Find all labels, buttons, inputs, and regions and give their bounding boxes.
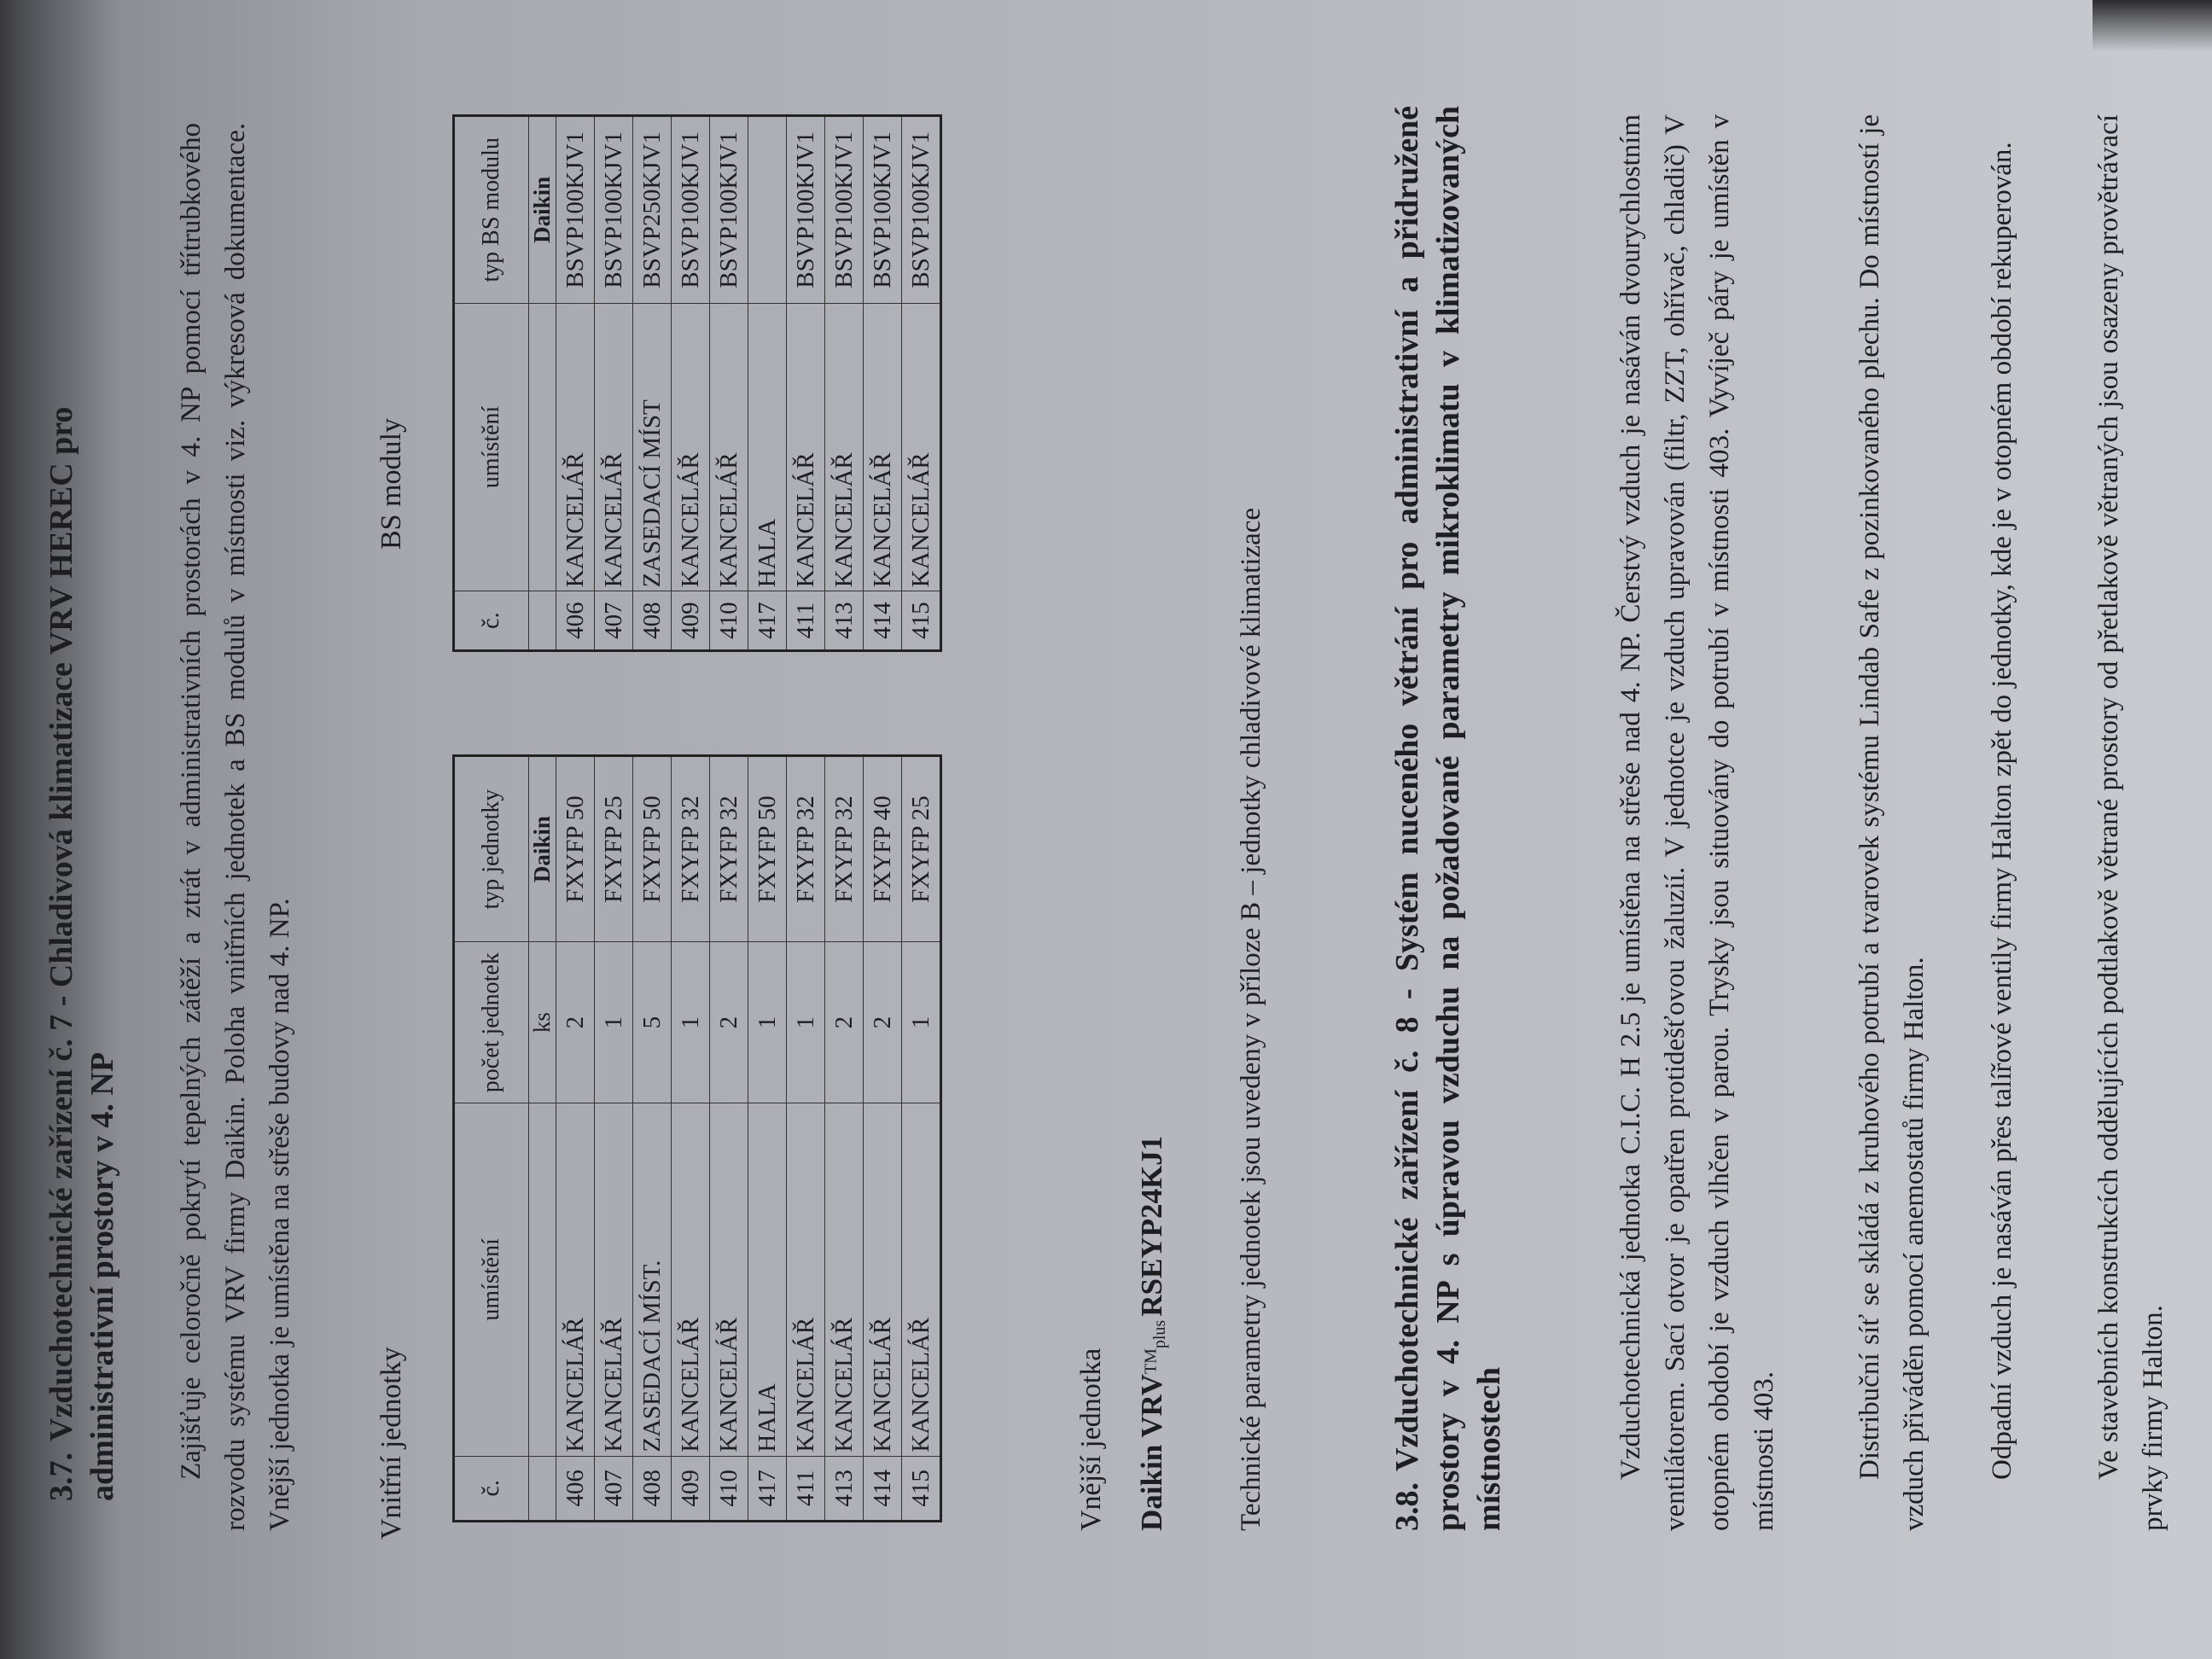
section-38-heading <box>1387 106 1510 1531</box>
section-38-paragraph: Distribuční síť se skládá z kruhového potrubí a tvarovek systému Lindab Safe z pozinkovaného plechu. Do místností je vzduch přiváděn pomocí anemostatů firmy Halton. <box>1854 114 1930 1531</box>
section-38-paragraph-3-block <box>1980 114 2024 1531</box>
cell-count: 2 <box>556 942 595 1103</box>
product-sub: plus <box>1150 1319 1170 1349</box>
cell-number: 408 <box>633 1456 672 1521</box>
cell-location: KANCELÁŘ <box>902 1103 941 1457</box>
cell-type <box>748 116 787 304</box>
cell-type: FXYFP 25 <box>595 756 633 942</box>
col-header-location: umístění <box>454 1103 529 1457</box>
unit-cell <box>529 303 556 591</box>
table-row <box>595 116 633 651</box>
cell-location: ZASEDACÍ MÍST. <box>633 1103 672 1457</box>
section-37-paragraph-block <box>169 123 302 1531</box>
bs-modules-label: BS moduly <box>375 418 407 550</box>
cell-type: FXYFP 25 <box>902 756 941 942</box>
cell-location: KANCELÁŘ <box>556 1103 595 1457</box>
col-header-location: umístění <box>454 303 529 591</box>
cell-location: KANCELÁŘ <box>556 303 595 591</box>
bs-modules-table <box>452 114 942 652</box>
cell-number: 415 <box>902 1456 941 1521</box>
product-model: RSEYP24KJ1 <box>1135 1135 1168 1317</box>
section-37-paragraph: Zajišťuje celoročně pokrytí tepelných zátěží a ztrát v administrativních prostorách v 4. NP pomocí třítrubkového rozvodu systému VRV firmy Daikin. Poloha vnitřních jednotek a BS modulů v místnosti viz. výkresová dokumentace. Vnější jednotka je umístěna na střeše budovy nad 4. NP. <box>176 123 295 1531</box>
cell-count: 1 <box>672 942 710 1103</box>
unit-cell: Daikin <box>529 756 556 942</box>
section-38-title: Vzduchotechnické zařízení č. 8 - Systém nuceného větrání pro administrativní a přidružené prostory v 4. NP s úpravou vzduchu na požadované parametry mikroklimatu v klimatizovaných místnostech <box>1389 106 1507 1531</box>
cell-location: KANCELÁŘ <box>710 1103 748 1457</box>
section-38-paragraph-2-block <box>1848 114 1936 1531</box>
cell-number: 410 <box>710 591 748 651</box>
table-row <box>556 116 595 651</box>
col-header-type: typ BS modulu <box>454 116 529 304</box>
outdoor-unit-paragraph-block <box>1229 379 1273 1531</box>
product-prefix: Daikin VRV <box>1135 1374 1168 1531</box>
col-header-number: č. <box>454 591 529 651</box>
table-row <box>748 756 787 1522</box>
table-row <box>825 116 864 651</box>
product-sup: TM <box>1141 1348 1161 1375</box>
cell-number: 414 <box>864 591 902 651</box>
cell-location: ZASEDACÍ MÍST <box>633 303 672 591</box>
cell-location: HALA <box>748 303 787 591</box>
cell-location: HALA <box>748 1103 787 1457</box>
unit-cell <box>529 591 556 651</box>
cell-location: KANCELÁŘ <box>672 1103 710 1457</box>
cell-count: 2 <box>864 942 902 1103</box>
cell-type: FXYFP 32 <box>787 756 825 942</box>
cell-type: BSVP100KJV1 <box>864 116 902 304</box>
section-37-title: Vzduchotechnické zařízení č. 7 - Chladivová klimatizace VRV HEREC pro administrativní prostory v 4. NP <box>44 406 120 1501</box>
cell-number: 413 <box>825 1456 864 1521</box>
table-row <box>633 756 672 1522</box>
cell-location: KANCELÁŘ <box>710 303 748 591</box>
cell-type: FXYFP 32 <box>710 756 748 942</box>
table-row <box>864 756 902 1522</box>
cell-number: 414 <box>864 1456 902 1521</box>
indoor-units-label: Vnitřní jednotky <box>375 1347 407 1540</box>
cell-number: 417 <box>748 1456 787 1521</box>
cell-count: 5 <box>633 942 672 1103</box>
col-header-type: typ jednotky <box>454 756 529 942</box>
cell-type: BSVP100KJV1 <box>710 116 748 304</box>
cell-location: KANCELÁŘ <box>672 303 710 591</box>
table-row <box>902 116 941 651</box>
cell-location: KANCELÁŘ <box>595 1103 633 1457</box>
cell-number: 411 <box>787 591 825 651</box>
outdoor-unit-label: Vnější jednotka <box>1075 1348 1107 1531</box>
cell-count: 2 <box>710 942 748 1103</box>
table-row <box>633 116 672 651</box>
cell-location: KANCELÁŘ <box>787 1103 825 1457</box>
cell-number: 411 <box>787 1456 825 1521</box>
cell-type: BSVP100KJV1 <box>787 116 825 304</box>
col-header-number: č. <box>454 1456 529 1521</box>
section-38-paragraph-4-block <box>2087 114 2175 1531</box>
cell-type: FXYFP 50 <box>748 756 787 942</box>
cell-count: 1 <box>748 942 787 1103</box>
cell-type: BSVP250KJV1 <box>633 116 672 304</box>
unit-cell <box>529 1456 556 1521</box>
table-row <box>710 116 748 651</box>
cell-number: 417 <box>748 591 787 651</box>
cell-number: 407 <box>595 1456 633 1521</box>
unit-cell: ks <box>529 942 556 1103</box>
section-38-paragraph-1-block <box>1609 114 1786 1531</box>
cell-location: KANCELÁŘ <box>864 1103 902 1457</box>
outdoor-unit-paragraph: Technické parametry jednotek jsou uvedeny v příloze B – jednotky chladivové klimatizace <box>1236 507 1266 1531</box>
cell-location: KANCELÁŘ <box>902 303 941 591</box>
unit-cell: Daikin <box>529 116 556 304</box>
cell-number: 413 <box>825 591 864 651</box>
cell-type: FXYFP 32 <box>672 756 710 942</box>
section-38-paragraph: Ve stavebních konstrukcích oddělujících podtlakově větrané prostory od přetlakově větraných jsou osazeny provětrávací prvky firmy Halton. <box>2093 114 2168 1531</box>
cell-type: BSVP100KJV1 <box>595 116 633 304</box>
table-row <box>825 756 864 1522</box>
cell-type: FXYFP 50 <box>633 756 672 942</box>
cell-number: 406 <box>556 591 595 651</box>
table-row <box>902 756 941 1522</box>
cell-type: BSVP100KJV1 <box>902 116 941 304</box>
table-row <box>595 756 633 1522</box>
table-row <box>672 756 710 1522</box>
cell-count: 1 <box>902 942 941 1103</box>
table-row <box>672 116 710 651</box>
col-header-count: počet jednotek <box>454 942 529 1103</box>
table-row <box>710 756 748 1522</box>
cell-location: KANCELÁŘ <box>825 303 864 591</box>
cell-number: 408 <box>633 591 672 651</box>
cell-number: 406 <box>556 1456 595 1521</box>
cell-count: 1 <box>595 942 633 1103</box>
cell-type: BSVP100KJV1 <box>672 116 710 304</box>
table-row <box>748 116 787 651</box>
cell-type: BSVP100KJV1 <box>825 116 864 304</box>
cell-count: 1 <box>787 942 825 1103</box>
cell-type: FXYFP 50 <box>556 756 595 942</box>
cell-type: FXYFP 32 <box>825 756 864 942</box>
section-37-number: 3.7. <box>44 1452 79 1501</box>
cell-type: BSVP100KJV1 <box>556 116 595 304</box>
cell-number: 409 <box>672 1456 710 1521</box>
table-row <box>787 116 825 651</box>
table-row <box>556 756 595 1522</box>
cell-number: 410 <box>710 1456 748 1521</box>
section-37-heading <box>41 349 123 1501</box>
section-38-number: 3.8. <box>1389 1482 1425 1531</box>
cell-type: FXYFP 40 <box>864 756 902 942</box>
cell-location: KANCELÁŘ <box>595 303 633 591</box>
cell-number: 415 <box>902 591 941 651</box>
section-38-paragraph: Odpadní vzduch je nasáván přes talířové ventily firmy Halton zpět do jednotky, kde je v otopném období rekuperován. <box>1987 142 2017 1480</box>
cell-number: 409 <box>672 591 710 651</box>
cell-location: KANCELÁŘ <box>864 303 902 591</box>
section-38-paragraph: Vzduchotechnická jednotka C.I.C. H 2.5 je umístěna na střeše nad 4. NP. Čerstvý vzduch je nasáván dvourychlostním ventilátorem. Sací otvor je opatřen protidešťovou žaluzií. V jednotce je vzduch upravován (filtr, ZZT, ohřívač, chladič) V otopném období je vzduch vlhčen v parou. Trysky jsou situovány do potrubí v místnosti 403. Vyvíječ páry je umístěn v místnosti 403. <box>1615 114 1779 1531</box>
table-row <box>864 116 902 651</box>
indoor-units-table <box>452 754 942 1522</box>
cell-number: 407 <box>595 591 633 651</box>
cell-location: KANCELÁŘ <box>787 303 825 591</box>
table-row <box>787 756 825 1522</box>
cell-location: KANCELÁŘ <box>825 1103 864 1457</box>
outdoor-unit-product <box>1135 1136 1170 1531</box>
unit-cell <box>529 1103 556 1457</box>
cell-count: 2 <box>825 942 864 1103</box>
